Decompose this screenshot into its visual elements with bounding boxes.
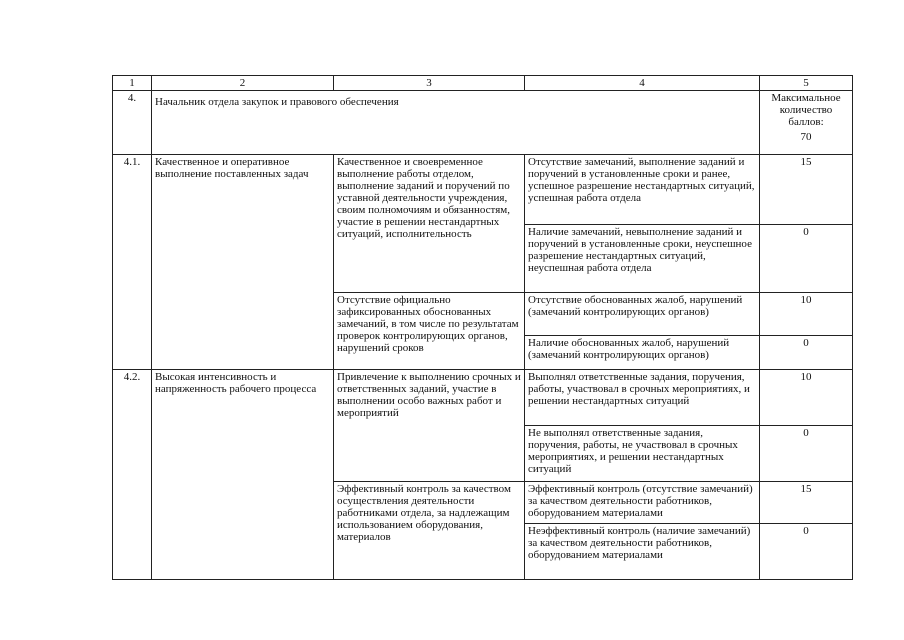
condition-text: Не выполнял ответственные задания, поручения, работы, не участвовал в срочных мероприятиях, и решении нестандартных ситуаций xyxy=(525,426,760,482)
score-value: 15 xyxy=(760,155,853,225)
score-value: 0 xyxy=(760,426,853,482)
section-row xyxy=(113,91,853,155)
column-number: 5 xyxy=(760,76,853,91)
criterion-text: Качественное и оперативное выполнение поставленных задач xyxy=(152,155,334,370)
score-value: 10 xyxy=(760,293,853,336)
table-row xyxy=(113,370,853,426)
condition-text: Отсутствие замечаний, выполнение заданий и поручений в установленные сроки и ранее, успешное разрешение нестандартных ситуаций, успешная работа отдела xyxy=(525,155,760,225)
condition-text: Наличие обоснованных жалоб, нарушений (замечаний контролирующих органов) xyxy=(525,336,760,370)
indicator-text: Отсутствие официально зафиксированных обоснованных замечаний, в том числе по результатам проверок контролирующих органов, нарушений сроков xyxy=(334,293,525,370)
score-value: 10 xyxy=(760,370,853,426)
condition-text: Наличие замечаний, невыполнение заданий и поручений в установленные сроки, неуспешное разрешение нестандартных ситуаций, неуспешная работа отдела xyxy=(525,225,760,293)
indicator-text: Качественное и своевременное выполнение работы отделом, выполнение заданий и поручений по уставной деятельности учреждения, своим полномочиям и обязанностям, участие в решении нестандартных ситуаций, исполнительность xyxy=(334,155,525,293)
criterion-text: Высокая интенсивность и напряженность рабочего процесса xyxy=(152,370,334,580)
item-number: 4.2. xyxy=(113,370,152,580)
section-number: 4. xyxy=(113,91,152,155)
max-score-value: 70 xyxy=(800,131,812,143)
condition-text: Неэффективный контроль (наличие замечаний) за качеством деятельности работников, оборудованием материалами xyxy=(525,524,760,580)
evaluation-table xyxy=(112,75,853,580)
score-value: 0 xyxy=(760,336,853,370)
condition-text: Отсутствие обоснованных жалоб, нарушений (замечаний контролирующих органов) xyxy=(525,293,760,336)
column-number: 2 xyxy=(152,76,334,91)
max-score-label: Максимальное количество баллов: xyxy=(771,92,841,128)
score-value: 0 xyxy=(760,524,853,580)
indicator-text: Эффективный контроль за качеством осуществления деятельности работниками отдела, за надлежащим использованием оборудования, материалов xyxy=(334,482,525,580)
column-number: 3 xyxy=(334,76,525,91)
indicator-text: Привлечение к выполнению срочных и ответственных заданий, участие в выполнении особо важных работ и мероприятий xyxy=(334,370,525,482)
item-number: 4.1. xyxy=(113,155,152,370)
section-title: Начальник отдела закупок и правового обеспечения xyxy=(152,91,760,155)
column-number: 4 xyxy=(525,76,760,91)
column-number: 1 xyxy=(113,76,152,91)
column-number-row xyxy=(113,76,853,91)
condition-text: Выполнял ответственные задания, поручения, работы, участвовал в срочных мероприятиях, и решении нестандартных ситуаций xyxy=(525,370,760,426)
condition-text: Эффективный контроль (отсутствие замечаний) за качеством деятельности работников, оборудованием материалами xyxy=(525,482,760,524)
score-value: 0 xyxy=(760,225,853,293)
score-value: 15 xyxy=(760,482,853,524)
max-score-cell xyxy=(760,91,853,155)
table-row xyxy=(113,155,853,225)
